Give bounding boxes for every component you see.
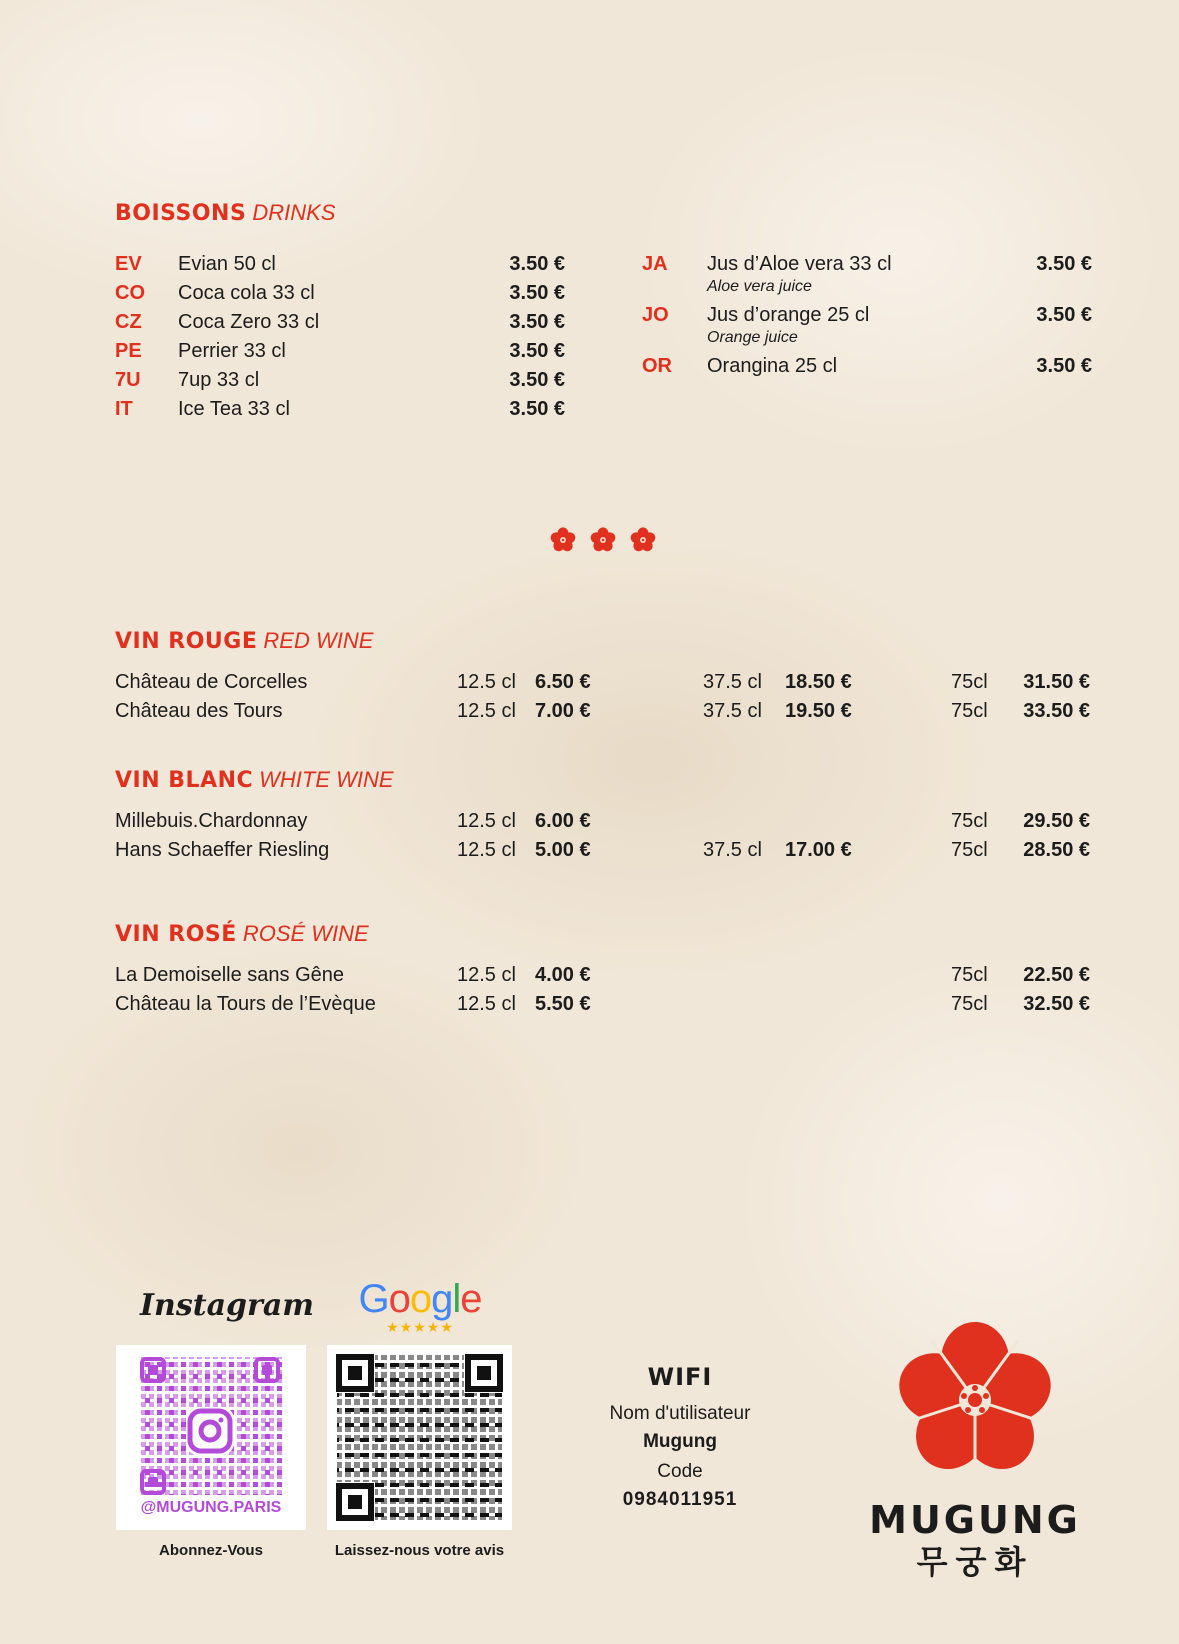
drink-name: Orangina 25 cl [707,355,838,377]
drink-name: Coca cola 33 cl [178,282,315,304]
drink-subtitle: Aloe vera juice [707,278,812,295]
wine-price-bottle: 31.50 € [1023,671,1090,693]
wine-price-glass: 5.00 € [535,839,591,861]
wine-size-bottle: 75cl [951,700,988,722]
wine-title-en: ROSÉ WINE [242,921,369,946]
drink-row [115,308,565,337]
drink-name: Coca Zero 33 cl [178,311,320,333]
wine-name: Château de Corcelles [115,671,308,693]
hibiscus-logo-icon [895,1320,1055,1480]
wine-size-half: 37.5 cl [703,700,762,722]
wine-size-glass: 12.5 cl [457,700,516,722]
wifi-block [580,1360,780,1514]
drink-price: 3.50 € [509,340,565,362]
drinks-title-fr: BOISSONS [115,201,247,226]
wine-row [115,836,1090,865]
wine-title-fr: VIN BLANC [115,768,254,793]
drink-row [115,366,565,395]
wine-section-title [115,767,394,793]
drink-subtitle: Orange juice [707,329,798,346]
wine-price-bottle: 33.50 € [1023,700,1090,722]
drink-name: Ice Tea 33 cl [178,398,290,420]
drinks-right-list [642,250,1092,381]
drink-code: OR [642,355,672,377]
google-qr-icon [327,1345,512,1530]
brand-name: MUGUNG [869,1498,1081,1542]
drinks-title-en: DRINKS [252,200,336,225]
drink-price: 3.50 € [1036,355,1092,377]
google-stars-icon: ★★★★★ [386,1319,454,1335]
drink-code: 7U [115,369,141,391]
drink-code: EV [115,253,142,275]
drink-price: 3.50 € [509,282,565,304]
drink-row [115,337,565,366]
wine-price-glass: 6.50 € [535,671,591,693]
drink-price: 3.50 € [1036,304,1092,326]
brand-korean: 무궁화 [916,1543,1034,1581]
wine-price-bottle: 28.50 € [1023,839,1090,861]
wine-section-title [115,921,369,947]
wifi-title: WIFI [647,1363,713,1391]
drink-code: IT [115,398,133,420]
drink-name: Jus d’Aloe vera 33 cl [707,253,892,275]
wine-size-glass: 12.5 cl [457,839,516,861]
drink-price: 3.50 € [509,398,565,420]
drink-row [115,279,565,308]
wifi-code: 0984011951 [622,1489,738,1510]
drink-code: JO [642,304,669,326]
wine-row [115,697,1090,726]
drink-row [642,250,1092,279]
wine-price-glass: 6.00 € [535,810,591,832]
brand-logo [845,1320,1105,1620]
wine-name: Millebuis.Chardonnay [115,810,308,832]
wine-price-half: 17.00 € [785,839,852,861]
wine-size-bottle: 75cl [951,671,988,693]
wine-size-glass: 12.5 cl [457,993,516,1015]
google-caption: Laissez-nous votre avis [334,1542,505,1559]
wine-name: Château la Tours de l’Evèque [115,993,376,1015]
drink-row [642,352,1092,381]
drink-price: 3.50 € [1036,253,1092,275]
instagram-handle: @MUGUNG.PARIS [140,1499,282,1516]
drink-name: 7up 33 cl [178,369,260,391]
hibiscus-icon [550,527,576,553]
flower-divider [548,527,658,559]
wine-size-bottle: 75cl [951,810,988,832]
wine-price-bottle: 29.50 € [1023,810,1090,832]
wine-price-half: 18.50 € [785,671,852,693]
wine-price-glass: 4.00 € [535,964,591,986]
drink-code: PE [115,340,142,362]
drinks-left-list [115,250,565,424]
drink-price: 3.50 € [509,311,565,333]
drink-code: JA [642,253,668,275]
google-review-qr-code[interactable] [327,1345,512,1530]
drink-code: CO [115,282,145,304]
drink-name: Evian 50 cl [178,253,276,275]
wine-section-title [115,628,373,654]
instagram-qr-code[interactable] [116,1345,306,1530]
wine-size-bottle: 75cl [951,993,988,1015]
wifi-user: Mugung [643,1431,717,1452]
instagram-caption: Abonnez-Vous [159,1542,263,1559]
wifi-user-label: Nom d'utilisateur [609,1403,751,1424]
drink-code: CZ [115,311,142,333]
drink-row [642,301,1092,330]
wine-name: La Demoiselle sans Gêne [115,964,345,986]
wine-price-half: 19.50 € [785,700,852,722]
hibiscus-icon [590,527,616,553]
wine-size-glass: 12.5 cl [457,964,516,986]
wine-name: Château des Tours [115,700,283,722]
drink-row [115,250,565,279]
instagram-wordmark: Instagram [140,1288,314,1323]
wine-price-bottle: 32.50 € [1023,993,1090,1015]
wine-title-fr: VIN ROUGE [115,629,258,654]
wine-title-fr: VIN ROSÉ [115,922,237,947]
drink-row [115,395,565,424]
wifi-code-label: Code [657,1461,703,1482]
google-wordmark: Google ★★★★★ [330,1278,510,1334]
wine-size-glass: 12.5 cl [457,810,516,832]
drink-name: Perrier 33 cl [178,340,286,362]
wine-title-en: RED WINE [263,628,374,653]
drink-price: 3.50 € [509,253,565,275]
wine-title-en: WHITE WINE [259,767,394,792]
wine-price-bottle: 22.50 € [1023,964,1090,986]
wine-size-half: 37.5 cl [703,671,762,693]
wine-size-bottle: 75cl [951,839,988,861]
hibiscus-icon [630,527,656,553]
drink-price: 3.50 € [509,369,565,391]
wine-row [115,961,1090,990]
drink-name: Jus d’orange 25 cl [707,304,870,326]
wine-price-glass: 7.00 € [535,700,591,722]
wine-size-bottle: 75cl [951,964,988,986]
wine-size-glass: 12.5 cl [457,671,516,693]
wine-row [115,668,1090,697]
wine-row [115,990,1090,1019]
wine-price-glass: 5.50 € [535,993,591,1015]
drinks-section-title [115,200,335,226]
wine-size-half: 37.5 cl [703,839,762,861]
wine-row [115,807,1090,836]
wine-name: Hans Schaeffer Riesling [115,839,330,861]
